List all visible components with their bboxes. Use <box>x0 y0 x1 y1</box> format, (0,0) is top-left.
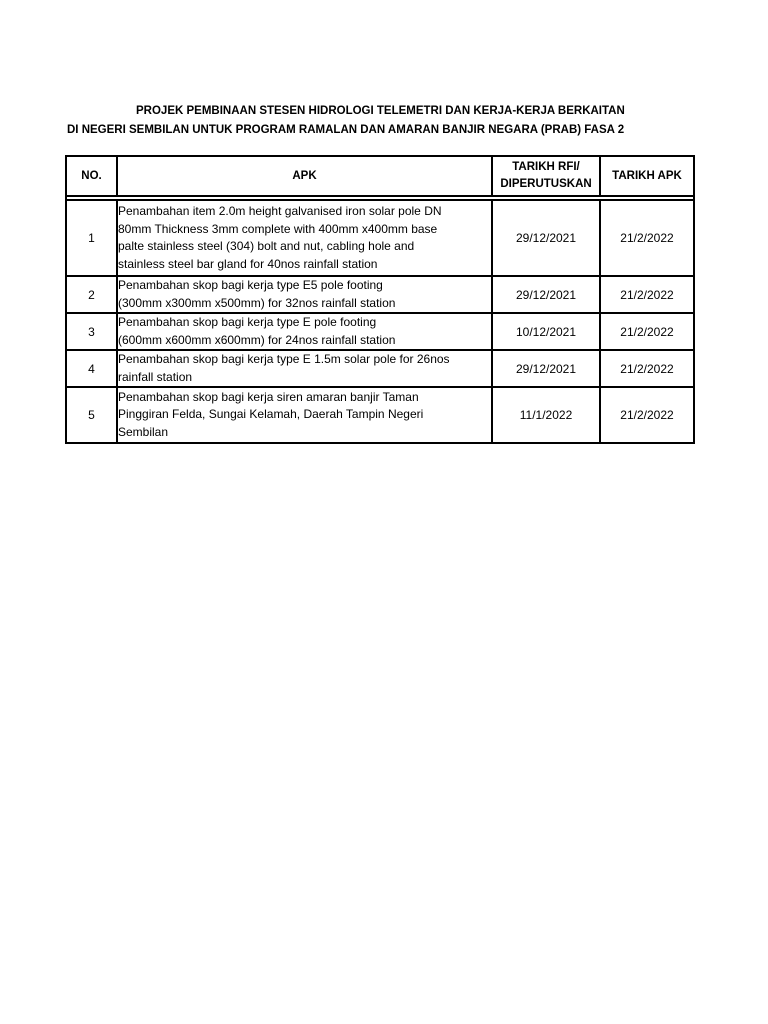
row-description <box>117 200 492 276</box>
row-apk-date: 21/2/2022 <box>600 276 694 313</box>
row-description <box>117 313 492 350</box>
row-description <box>117 350 492 387</box>
description-line: (600mm x600mm x600mm) for 24nos rainfall station <box>118 332 396 347</box>
table-row <box>66 313 694 350</box>
row-number: 2 <box>66 276 117 313</box>
row-apk-date: 21/2/2022 <box>600 350 694 387</box>
row-number: 4 <box>66 350 117 387</box>
description-line: stainless steel bar gland for 40nos rainfall station <box>118 256 378 271</box>
header-apk-date: TARIKH APK <box>600 156 694 196</box>
document-title <box>0 102 768 140</box>
row-rfi-date: 11/1/2022 <box>492 387 600 443</box>
table-row <box>66 350 694 387</box>
table-row <box>66 387 694 443</box>
header-rfi-line1: TARIKH RFI/ <box>512 161 580 173</box>
description-line: 80mm Thickness 3mm complete with 400mm x400mm base <box>118 221 438 236</box>
description-line: Sembilan <box>118 424 169 439</box>
header-rfi-line2: DIPERUTUSKAN <box>500 178 592 190</box>
row-apk-date: 21/2/2022 <box>600 313 694 350</box>
row-rfi-date: 29/12/2021 <box>492 350 600 387</box>
row-number: 3 <box>66 313 117 350</box>
description-line: Penambahan skop bagi kerja siren amaran banjir Taman <box>118 389 419 404</box>
apk-table <box>65 155 695 444</box>
row-description <box>117 387 492 443</box>
description-line: Pinggiran Felda, Sungai Kelamah, Daerah Tampin Negeri <box>118 407 424 422</box>
row-number: 5 <box>66 387 117 443</box>
description-line: Penambahan item 2.0m height galvanised iron solar pole DN <box>118 204 442 218</box>
header-rfi-date <box>492 156 600 196</box>
row-number: 1 <box>66 200 117 276</box>
row-rfi-date: 29/12/2021 <box>492 276 600 313</box>
table-row <box>66 276 694 313</box>
description-line: Penambahan skop bagi kerja type E 1.5m solar pole for 26nos <box>118 352 450 366</box>
description-line: (300mm x300mm x500mm) for 32nos rainfall station <box>118 295 396 310</box>
header-apk: APK <box>117 156 492 196</box>
row-rfi-date: 29/12/2021 <box>492 200 600 276</box>
header-no: NO. <box>66 156 117 196</box>
title-line-2: DI NEGERI SEMBILAN UNTUK PROGRAM RAMALAN DAN AMARAN BANJIR NEGARA (PRAB) FASA 2 <box>67 124 625 136</box>
title-line-1: PROJEK PEMBINAAN STESEN HIDROLOGI TELEMETRI DAN KERJA-KERJA BERKAITAN <box>136 105 625 117</box>
description-line: rainfall station <box>118 369 193 384</box>
table-row <box>66 200 694 276</box>
description-line: Penambahan skop bagi kerja type E pole footing <box>118 315 377 329</box>
table-header-row <box>66 156 694 196</box>
row-apk-date: 21/2/2022 <box>600 200 694 276</box>
description-line: palte stainless steel (304) bolt and nut, cabling hole and <box>118 239 415 253</box>
description-line: Penambahan skop bagi kerja type E5 pole footing <box>118 278 383 292</box>
row-rfi-date: 10/12/2021 <box>492 313 600 350</box>
row-description <box>117 276 492 313</box>
row-apk-date: 21/2/2022 <box>600 387 694 443</box>
